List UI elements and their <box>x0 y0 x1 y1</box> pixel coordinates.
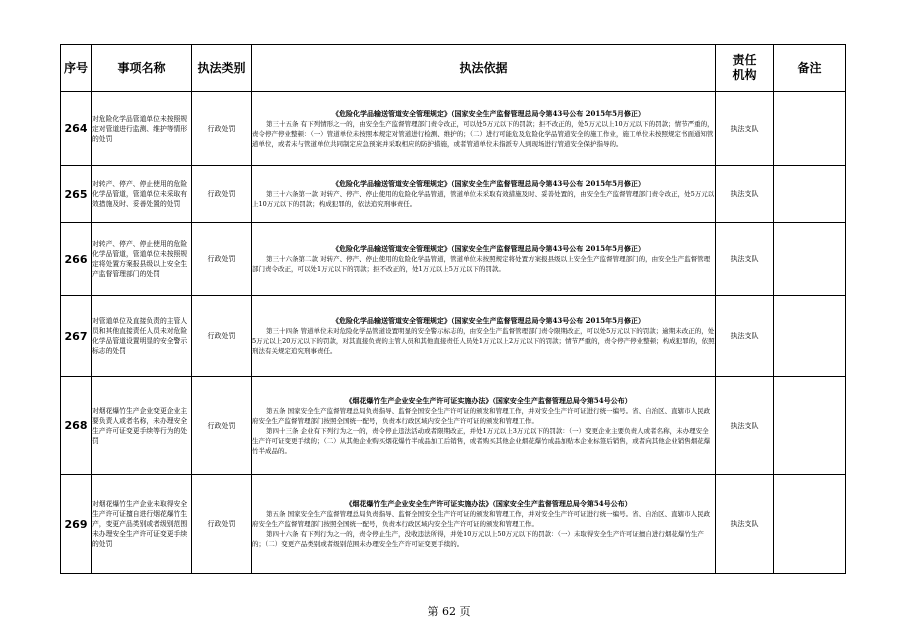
enforcement-table <box>60 44 846 574</box>
header-row <box>61 45 846 92</box>
table-row <box>61 92 846 166</box>
page-number: 第 62 页 <box>427 605 471 618</box>
item-name: 对转产、停产、停止使用的危险化学品管道，管道单位未按照规定将处置方案报县级以上安全生产监督管理部门的处罚 <box>92 223 192 296</box>
table-row <box>61 296 846 377</box>
item-name: 对管道单位及直接负责的主管人员和其他直接责任人员未对危险化学品管道设置明显的安全警示标志的处罚 <box>92 296 192 377</box>
basis-article: 第四十三条 企业有下列行为之一的，责令停止违法活动或者限期改正，并处1万元以上3万元以下的罚款：（一）变更企业主要负责人或者名称，未办理安全生产许可证变更手续的；（二）从其他企业购买烟花爆竹半成品加工后销售，或者购买其他企业烟花爆竹成品加贴本企业标签后销售，或者向其他企业销售烟花爆竹半成品的。 <box>252 426 711 455</box>
basis-article: 第三十五条 有下列情形之一的，由安全生产监督管理部门责令改正，可以处5万元以下的罚款；拒不改正的，处5万元以上10万元以下的罚款；情节严重的，责令停产停业整顿：（一）管道单位未按照本规定对管道进行检测、维护的；（二）进行可能危及危险化学品管道安全的施工作业，施工单位未按照规定书面通知管道单位，或者未与管道单位共同制定应急预案并采取相应的防护措施，或者管道单位未指派专人到现场进行管道安全保护指导的。 <box>252 119 714 148</box>
enforcement-basis <box>252 92 716 166</box>
enforcement-basis <box>252 475 716 574</box>
header-item-name: 事项名称 <box>92 45 192 92</box>
item-name: 对转产、停产、停止使用的危险化学品管道，管道单位未采取有效措施及时、妥善处置的处罚 <box>92 166 192 223</box>
note-cell <box>774 92 846 166</box>
note-cell <box>774 377 846 475</box>
basis-article: 第三十四条 管道单位未对危险化学品管道设置明显的安全警示标志的，由安全生产监督管理部门责令限期改正，可以处5万元以下的罚款；逾期未改正的，处5万元以上20万元以下的罚款，对其直接负责的主管人员和其他直接责任人员处1万元以上2万元以下的罚款；情节严重的，责令停产停业整顿；构成犯罪的，依照刑法有关规定追究刑事责任。 <box>252 327 715 355</box>
row-number: 265 <box>61 166 92 223</box>
responsible-unit: 执法支队 <box>716 166 774 223</box>
responsible-unit: 执法支队 <box>716 223 774 296</box>
law-title: 《危险化学品输送管道安全管理规定》（国家安全生产监督管理总局令第43号公布 2015年5月修正） <box>331 316 646 325</box>
header-unit <box>716 45 774 92</box>
note-cell <box>774 223 846 296</box>
enforcement-basis <box>252 377 716 475</box>
law-title: 《危险化学品输送管道安全管理规定》（国家安全生产监督管理总局令第43号公布 2015年5月修正） <box>331 179 646 188</box>
row-number: 264 <box>61 92 92 166</box>
enforcement-basis <box>252 296 716 377</box>
law-title: 《危险化学品输送管道安全管理规定》（国家安全生产监督管理总局令第43号公布 2015年5月修正） <box>331 108 646 118</box>
basis-article: 第四十六条 有下列行为之一的，责令停止生产，没收违法所得，并处10万元以上50万元以下的罚款：（一）未取得安全生产许可证擅自进行烟花爆竹生产的；（二）变更产品类别或者级别范围未办理安全生产许可证变更手续的。 <box>252 530 704 548</box>
responsible-unit: 执法支队 <box>716 92 774 166</box>
item-name: 对烟花爆竹生产企业未取得安全生产许可证擅自进行烟花爆竹生产，变更产品类别或者级别范围未办理安全生产许可证变更手续的处罚 <box>92 475 192 574</box>
basis-article: 第三十六条第二款 对转产、停产、停止使用的危险化学品管道，管道单位未按照规定将处置方案报县级以上安全生产监督管理部门的，由安全生产监督管理部门责令改正，可以处1万元以下的罚款；拒不改正的，处1万元以上5万元以下的罚款。 <box>252 255 711 273</box>
header-category: 执法类别 <box>192 45 252 92</box>
enforcement-basis <box>252 223 716 296</box>
law-title: 《危险化学品输送管道安全管理规定》（国家安全生产监督管理总局令第43号公布 2015年5月修正） <box>331 244 646 253</box>
law-title: 《烟花爆竹生产企业安全生产许可证实施办法》（国家安全生产监督管理总局令第54号公布） <box>345 395 632 405</box>
enforcement-category: 行政处罚 <box>192 296 252 377</box>
enforcement-category: 行政处罚 <box>192 223 252 296</box>
basis-article: 第三十六条第一款 对转产、停产、停止使用的危险化学品管道，管道单位未采取有效措施及时、妥善处置的，由安全生产监督管理部门责令改正，处5万元以上10万元以下的罚款；构成犯罪的，依法追究刑事责任。 <box>252 190 715 208</box>
responsible-unit: 执法支队 <box>716 377 774 475</box>
responsible-unit: 执法支队 <box>716 475 774 574</box>
header-unit-text: 责任机构 <box>732 53 757 82</box>
row-number: 269 <box>61 475 92 574</box>
row-number: 266 <box>61 223 92 296</box>
note-cell <box>774 475 846 574</box>
basis-article: 第五条 国家安全生产监督管理总局负责指导、监督全国安全生产许可证的颁发和管理工作，并对安全生产许可证进行统一编号。省、自治区、直辖市人民政府安全生产监督管理部门按照全国统一配号，负责本行政区域内安全生产许可证的颁发和管理工作。 <box>252 406 711 425</box>
enforcement-category: 行政处罚 <box>192 475 252 574</box>
row-number: 268 <box>61 377 92 475</box>
header-seq: 序号 <box>61 45 92 92</box>
enforcement-category: 行政处罚 <box>192 92 252 166</box>
responsible-unit: 执法支队 <box>716 296 774 377</box>
table-body <box>61 92 846 574</box>
item-name: 对烟花爆竹生产企业变更企业主要负责人或者名称，未办理安全生产许可证变更手续等行为的处罚 <box>92 377 192 475</box>
enforcement-category: 行政处罚 <box>192 377 252 475</box>
row-number: 267 <box>61 296 92 377</box>
table-row <box>61 475 846 574</box>
law-title: 《烟花爆竹生产企业安全生产许可证实施办法》（国家安全生产监督管理总局令第54号公布） <box>345 499 632 508</box>
enforcement-category: 行政处罚 <box>192 166 252 223</box>
header-note: 备注 <box>774 45 846 92</box>
table-row <box>61 223 846 296</box>
basis-article: 第五条 国家安全生产监督管理总局负责指导、监督全国安全生产许可证的颁发和管理工作，并对安全生产许可证进行统一编号。省、自治区、直辖市人民政府安全生产监督管理部门按照全国统一配号，负责本行政区域内安全生产许可证的颁发和管理工作。 <box>252 510 711 528</box>
enforcement-basis <box>252 166 716 223</box>
note-cell <box>774 166 846 223</box>
item-name: 对危险化学品管道单位未按照规定对管道进行监测、维护等情形的处罚 <box>92 92 192 166</box>
table-row <box>61 166 846 223</box>
table-row <box>61 377 846 475</box>
note-cell <box>774 296 846 377</box>
header-basis: 执法依据 <box>252 45 716 92</box>
